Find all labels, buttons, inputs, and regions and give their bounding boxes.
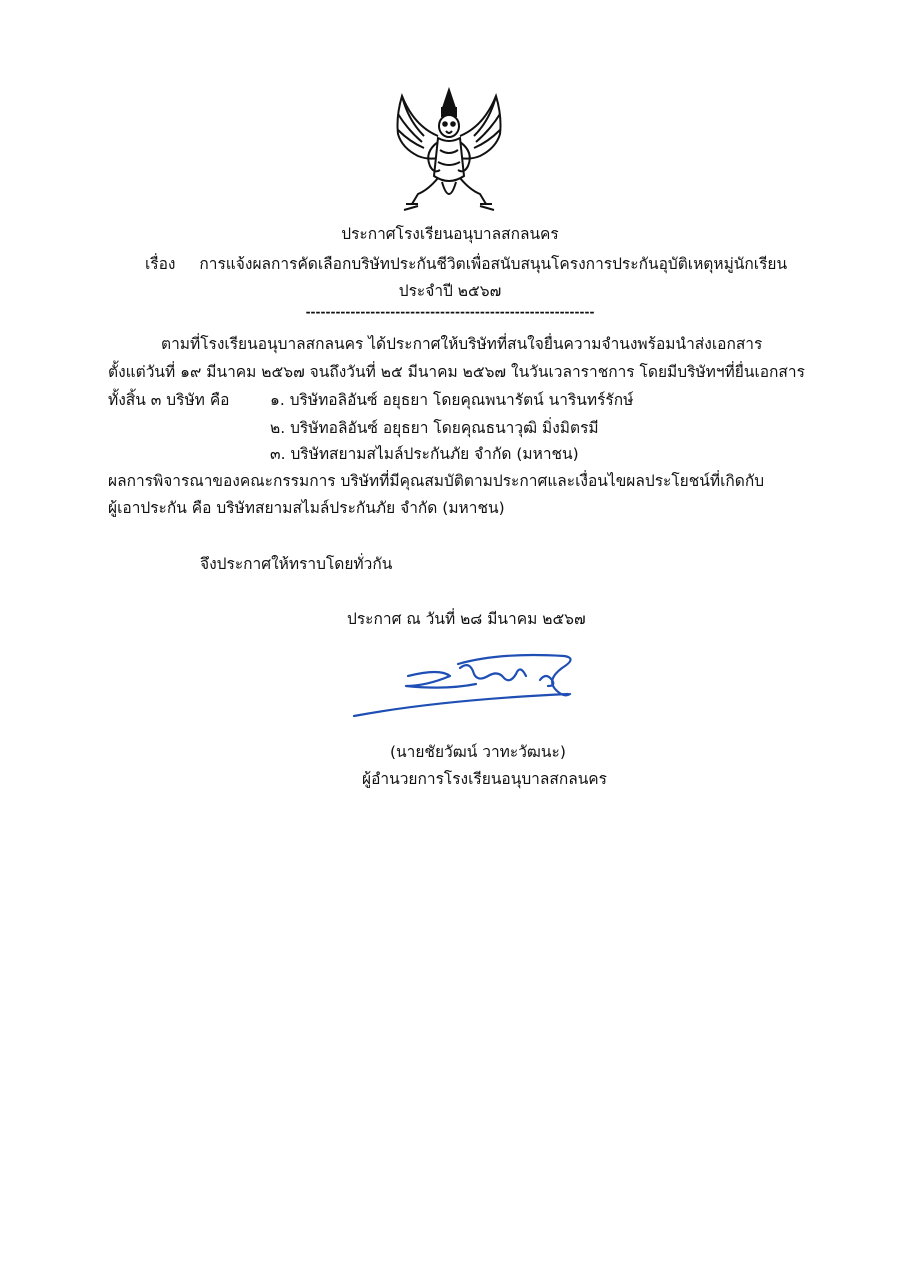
subject-text: การแจ้งผลการคัดเลือกบริษัทประกันชีวิตเพื่อสนับสนุนโครงการประกันอุบัติเหตุหมู่นักเรียน [199, 255, 788, 273]
year-line: ประจำปี ๒๕๖๗ [398, 282, 502, 300]
garuda-emblem-icon [388, 86, 510, 214]
divider-line: ---------------------------------------------------------- [305, 305, 595, 319]
company-item-2: ๒. บริษัทอลิอันซ์ อยุธยา โดยคุณธนาวุฒิ มิ่งมิตรมี [270, 419, 599, 437]
company-item-1: ๑. บริษัทอลิอันซ์ อยุธยา โดยคุณพนารัตน์ นารินทร์รักษ์ [270, 391, 634, 409]
result-line-2: ผู้เอาประกัน คือ บริษัทสยามสไมล์ประกันภัย จำกัด (มหาชน) [108, 499, 505, 517]
announcement-title: ประกาศโรงเรียนอนุบาลสกลนคร [341, 225, 559, 243]
paragraph-1-line-3-prefix: ทั้งสิ้น ๓ บริษัท คือ [108, 391, 230, 409]
signatory-position: ผู้อำนวยการโรงเรียนอนุบาลสกลนคร [362, 770, 607, 788]
result-line-1: ผลการพิจารณาของคณะกรรมการ บริษัทที่มีคุณสมบัติตามประกาศและเงื่อนไขผลประโยชน์ที่เกิดกับ [108, 472, 765, 490]
subject-label: เรื่อง [145, 255, 176, 273]
company-item-3: ๓. บริษัทสยามสไมล์ประกันภัย จำกัด (มหาชน) [270, 445, 579, 463]
subject-line [145, 254, 787, 274]
paragraph-1-line-1: ตามที่โรงเรียนอนุบาลสกลนคร ได้ประกาศให้บริษัทที่สนใจยื่นความจำนงพร้อมนำส่งเอกสาร [161, 335, 763, 353]
signature-mark [350, 650, 580, 725]
paragraph-1-line-2: ตั้งแต่วันที่ ๑๙ มีนาคม ๒๕๖๗ จนถึงวันที่ ๒๕ มีนาคม ๒๕๖๗ ในวันเวลาราชการ โดยมีบริษัทฯที่ยื่นเอกสาร [108, 363, 805, 381]
signatory-name: (นายชัยวัฒน์ วาทะวัฒนะ) [390, 743, 566, 761]
announcement-date: ประกาศ ณ วันที่ ๒๘ มีนาคม ๒๕๖๗ [347, 610, 586, 628]
closing-text: จึงประกาศให้ทราบโดยทั่วกัน [200, 555, 393, 573]
